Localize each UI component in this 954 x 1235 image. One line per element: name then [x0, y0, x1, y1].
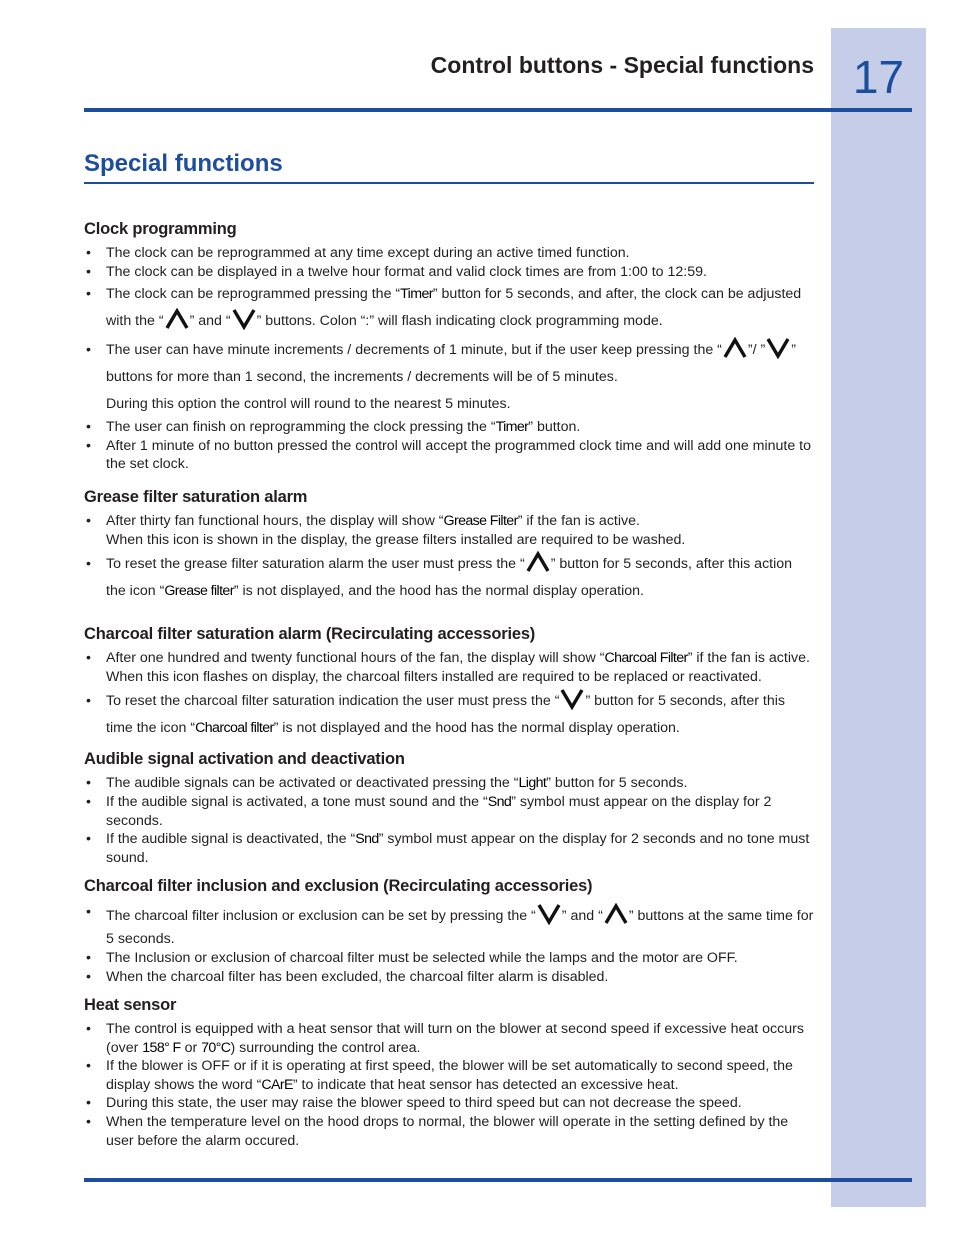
grease-heading: Grease filter saturation alarm	[84, 487, 308, 506]
heat-heading: Heat sensor	[84, 996, 177, 1015]
heat-list	[84, 1020, 814, 1150]
list-item: • When the temperature level on the hood drops to normal, the blower will operate in the setting defined by the user before the alarm occured.	[84, 1113, 814, 1150]
timer-label: Timer	[495, 419, 529, 436]
header-rule	[84, 108, 912, 112]
grease-list	[84, 512, 814, 605]
list-item: • The user can finish on reprogramming the clock pressing the “Timer” button.	[84, 418, 814, 437]
list-item: • The user can have minute increments / decrements of 1 minute, but if the user keep pressing the “ ”/ ” ” buttons for more than 1 second, the increments / decrements will be of 5 minutes. During this option the control will round to the nearest 5 minutes.	[84, 337, 814, 418]
list-item: • The clock can be reprogrammed pressing the “Timer” button for 5 seconds, and after, the clock can be adjusted with the “ ” and “ ” buttons. Colon “:” will flash indicating clock programming mode.	[84, 281, 814, 335]
list-item: • The Inclusion or exclusion of charcoal filter must be selected while the lamps and the motor are OFF.	[84, 949, 814, 968]
charcoal-heading: Charcoal filter saturation alarm (Recirculating accessories)	[84, 625, 536, 644]
list-item: • After thirty fan functional hours, the display will show “Grease Filter” if the fan is active. When this icon is shown in the display, the grease filters installed are required to be washed.	[84, 512, 814, 549]
list-item: • During this state, the user may raise the blower speed to third speed but can not decrease the speed.	[84, 1094, 814, 1113]
footer-rule	[84, 1178, 912, 1182]
list-item: • After 1 minute of no button pressed the control will accept the programmed clock time and will add one minute to the set clock.	[84, 437, 814, 474]
list-item: • The control is equipped with a heat sensor that will turn on the blower at second speed if excessive heat occurs (over 158° F or 70°C) surrounding the control area.	[84, 1020, 814, 1057]
list-item: • The audible signals can be activated or deactivated pressing the “Light” button for 5 seconds.	[84, 774, 814, 793]
temp-f-label: 158° F	[142, 1039, 181, 1056]
list-item: • When the charcoal filter has been excluded, the charcoal filter alarm is disabled.	[84, 968, 814, 987]
list-item: • If the audible signal is deactivated, the “Snd” symbol must appear on the display for 2 seconds and no tone must sound.	[84, 830, 814, 867]
side-tab	[831, 28, 926, 1207]
chevron-up-icon	[526, 551, 550, 573]
page-number: 17	[852, 51, 905, 103]
list-item: • If the blower is OFF or if it is operating at first speed, the blower will be set automatically to second speed, the display shows the word “CArE” to indicate that heat sensor has detected an excessive heat.	[84, 1057, 814, 1094]
header-title: Control buttons - Special functions	[430, 52, 814, 78]
snd-label: Snd	[355, 831, 379, 848]
section-rule	[84, 182, 814, 184]
audible-list	[84, 774, 814, 867]
chevron-down-icon	[232, 308, 256, 330]
list-item: • After one hundred and twenty functional hours of the fan, the display will show “Charcoal Filter” if the fan is active. When this icon flashes on display, the charcoal filters installed are required to be replaced or reactivated.	[84, 649, 814, 686]
list-item: • To reset the charcoal filter saturation indication the user must press the “ ” button for 5 seconds, after this time the icon “Charcoal filter” is not displayed and the hood has the normal display operation.	[84, 688, 814, 742]
list-item: • The clock can be displayed in a twelve hour format and valid clock times are from 1:00 to 12:59.	[84, 263, 814, 282]
section-title: Special functions	[84, 150, 283, 177]
audible-heading: Audible signal activation and deactivation	[84, 750, 405, 769]
chevron-down-icon	[537, 903, 561, 925]
charcoal-list	[84, 649, 814, 742]
clock-heading: Clock programming	[84, 220, 237, 238]
chevron-up-icon	[165, 308, 189, 330]
clock-list	[84, 244, 814, 474]
light-label: Light	[518, 775, 547, 792]
chevron-up-icon	[723, 337, 747, 359]
timer-label: Timer	[400, 286, 433, 303]
care-label: CArE	[261, 1076, 293, 1093]
list-item: • The clock can be reprogrammed at any time except during an active timed function.	[84, 244, 814, 263]
chevron-up-icon	[604, 903, 628, 925]
grease-filter-label: Grease Filter	[443, 512, 518, 529]
charcoal-filter-label: Charcoal Filter	[604, 650, 688, 667]
list-item: • The charcoal filter inclusion or exclusion can be set by pressing the “ ” and “ ” buttons at the same time for 5 seconds.	[84, 903, 814, 949]
list-item: • To reset the grease filter saturation alarm the user must press the “ ” button for 5 seconds, after this action the icon “Grease filter” is not displayed, and the hood has the normal display operation.	[84, 551, 814, 605]
grease-filter-label: Grease filter	[164, 583, 234, 600]
snd-label: Snd	[487, 793, 512, 810]
chevron-down-icon	[766, 337, 790, 359]
inclusion-list	[84, 903, 814, 986]
charcoal-filter-label: Charcoal filter	[195, 720, 274, 737]
content	[84, 218, 814, 1150]
inclusion-heading: Charcoal filter inclusion and exclusion (Recirculating accessories)	[84, 877, 593, 896]
temp-c-label: 70°C	[201, 1039, 231, 1056]
list-item: • If the audible signal is activated, a tone must sound and the “Snd” symbol must appear on the display for 2 seconds.	[84, 793, 814, 830]
chevron-down-icon	[560, 688, 584, 710]
